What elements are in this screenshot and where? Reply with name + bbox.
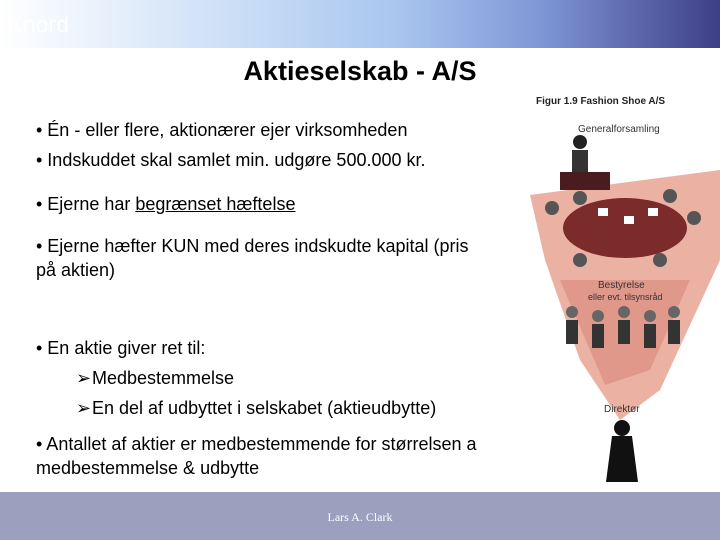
paper (624, 216, 634, 224)
board-member-body (668, 320, 680, 344)
speaker-head (573, 135, 587, 149)
bullet-capital-limit-line1: • Ejerne hæfter KUN med deres indskudte kapital (pris (36, 236, 469, 256)
slide-title: Aktieselskab - A/S (243, 56, 477, 86)
bullet-owners: • Én - eller flere, aktionærer ejer virksomheden (36, 120, 408, 140)
board-member-head (668, 306, 680, 318)
header-bar (0, 0, 720, 48)
sub-bullet-label: En del af udbyttet i selskabet (aktieudbytte) (92, 398, 437, 418)
board-member-body (644, 324, 656, 348)
figure-title: Figur 1.9 Fashion Shoe A/S (536, 96, 666, 107)
board-member-head (592, 310, 604, 322)
bullet-liability (36, 194, 295, 215)
label-board-sub: eller evt. tilsynsråd (588, 292, 663, 302)
attendee-head (687, 211, 701, 225)
attendee-head (653, 253, 667, 267)
sub-bullet-label: Medbestemmelse (92, 368, 235, 388)
label-director: Direktør (604, 404, 640, 415)
bullet-capital: • Indskuddet skal samlet min. udgøre 500.000 kr. (36, 150, 426, 170)
bullet-share-rights: • En aktie giver ret til: (36, 338, 206, 358)
bullet-share-count-line2: medbestemmelse & udbytte (36, 458, 260, 478)
bullet-liability-underlined: begrænset hæftelse (135, 194, 296, 214)
director-head (614, 420, 630, 436)
arrow-bullet-icon: ➢ (76, 368, 92, 388)
board-member-body (592, 324, 604, 348)
attendee-head (663, 189, 677, 203)
paper (598, 208, 608, 216)
footer-bar (0, 492, 720, 540)
podium (560, 172, 610, 190)
footer-author: Lars A. Clark (327, 510, 393, 524)
board-member-head (618, 306, 630, 318)
board-member-head (644, 310, 656, 322)
attendee-head (545, 201, 559, 215)
director-body (606, 436, 638, 482)
meeting-table (563, 198, 687, 258)
attendee-head (573, 191, 587, 205)
board-member-body (566, 320, 578, 344)
board-member-head (566, 306, 578, 318)
brand-name: Knord (8, 12, 70, 37)
bullet-liability-text: • Ejerne har (36, 194, 136, 214)
paper (648, 208, 658, 216)
bullet-capital-limit-line2: på aktien) (36, 260, 116, 280)
sub-bullet-dividend (76, 398, 436, 419)
speaker-body (572, 150, 588, 172)
sub-bullet-co-determination (76, 368, 234, 389)
label-general-assembly: Generalforsamling (578, 124, 660, 135)
organization-figure (520, 90, 720, 490)
attendee-head (573, 253, 587, 267)
label-board: Bestyrelse (598, 280, 645, 291)
board-member-body (618, 320, 630, 344)
bullet-share-count-line1: • Antallet af aktier er medbestemmende for størrelsen a (36, 434, 477, 454)
arrow-bullet-icon: ➢ (76, 398, 92, 418)
